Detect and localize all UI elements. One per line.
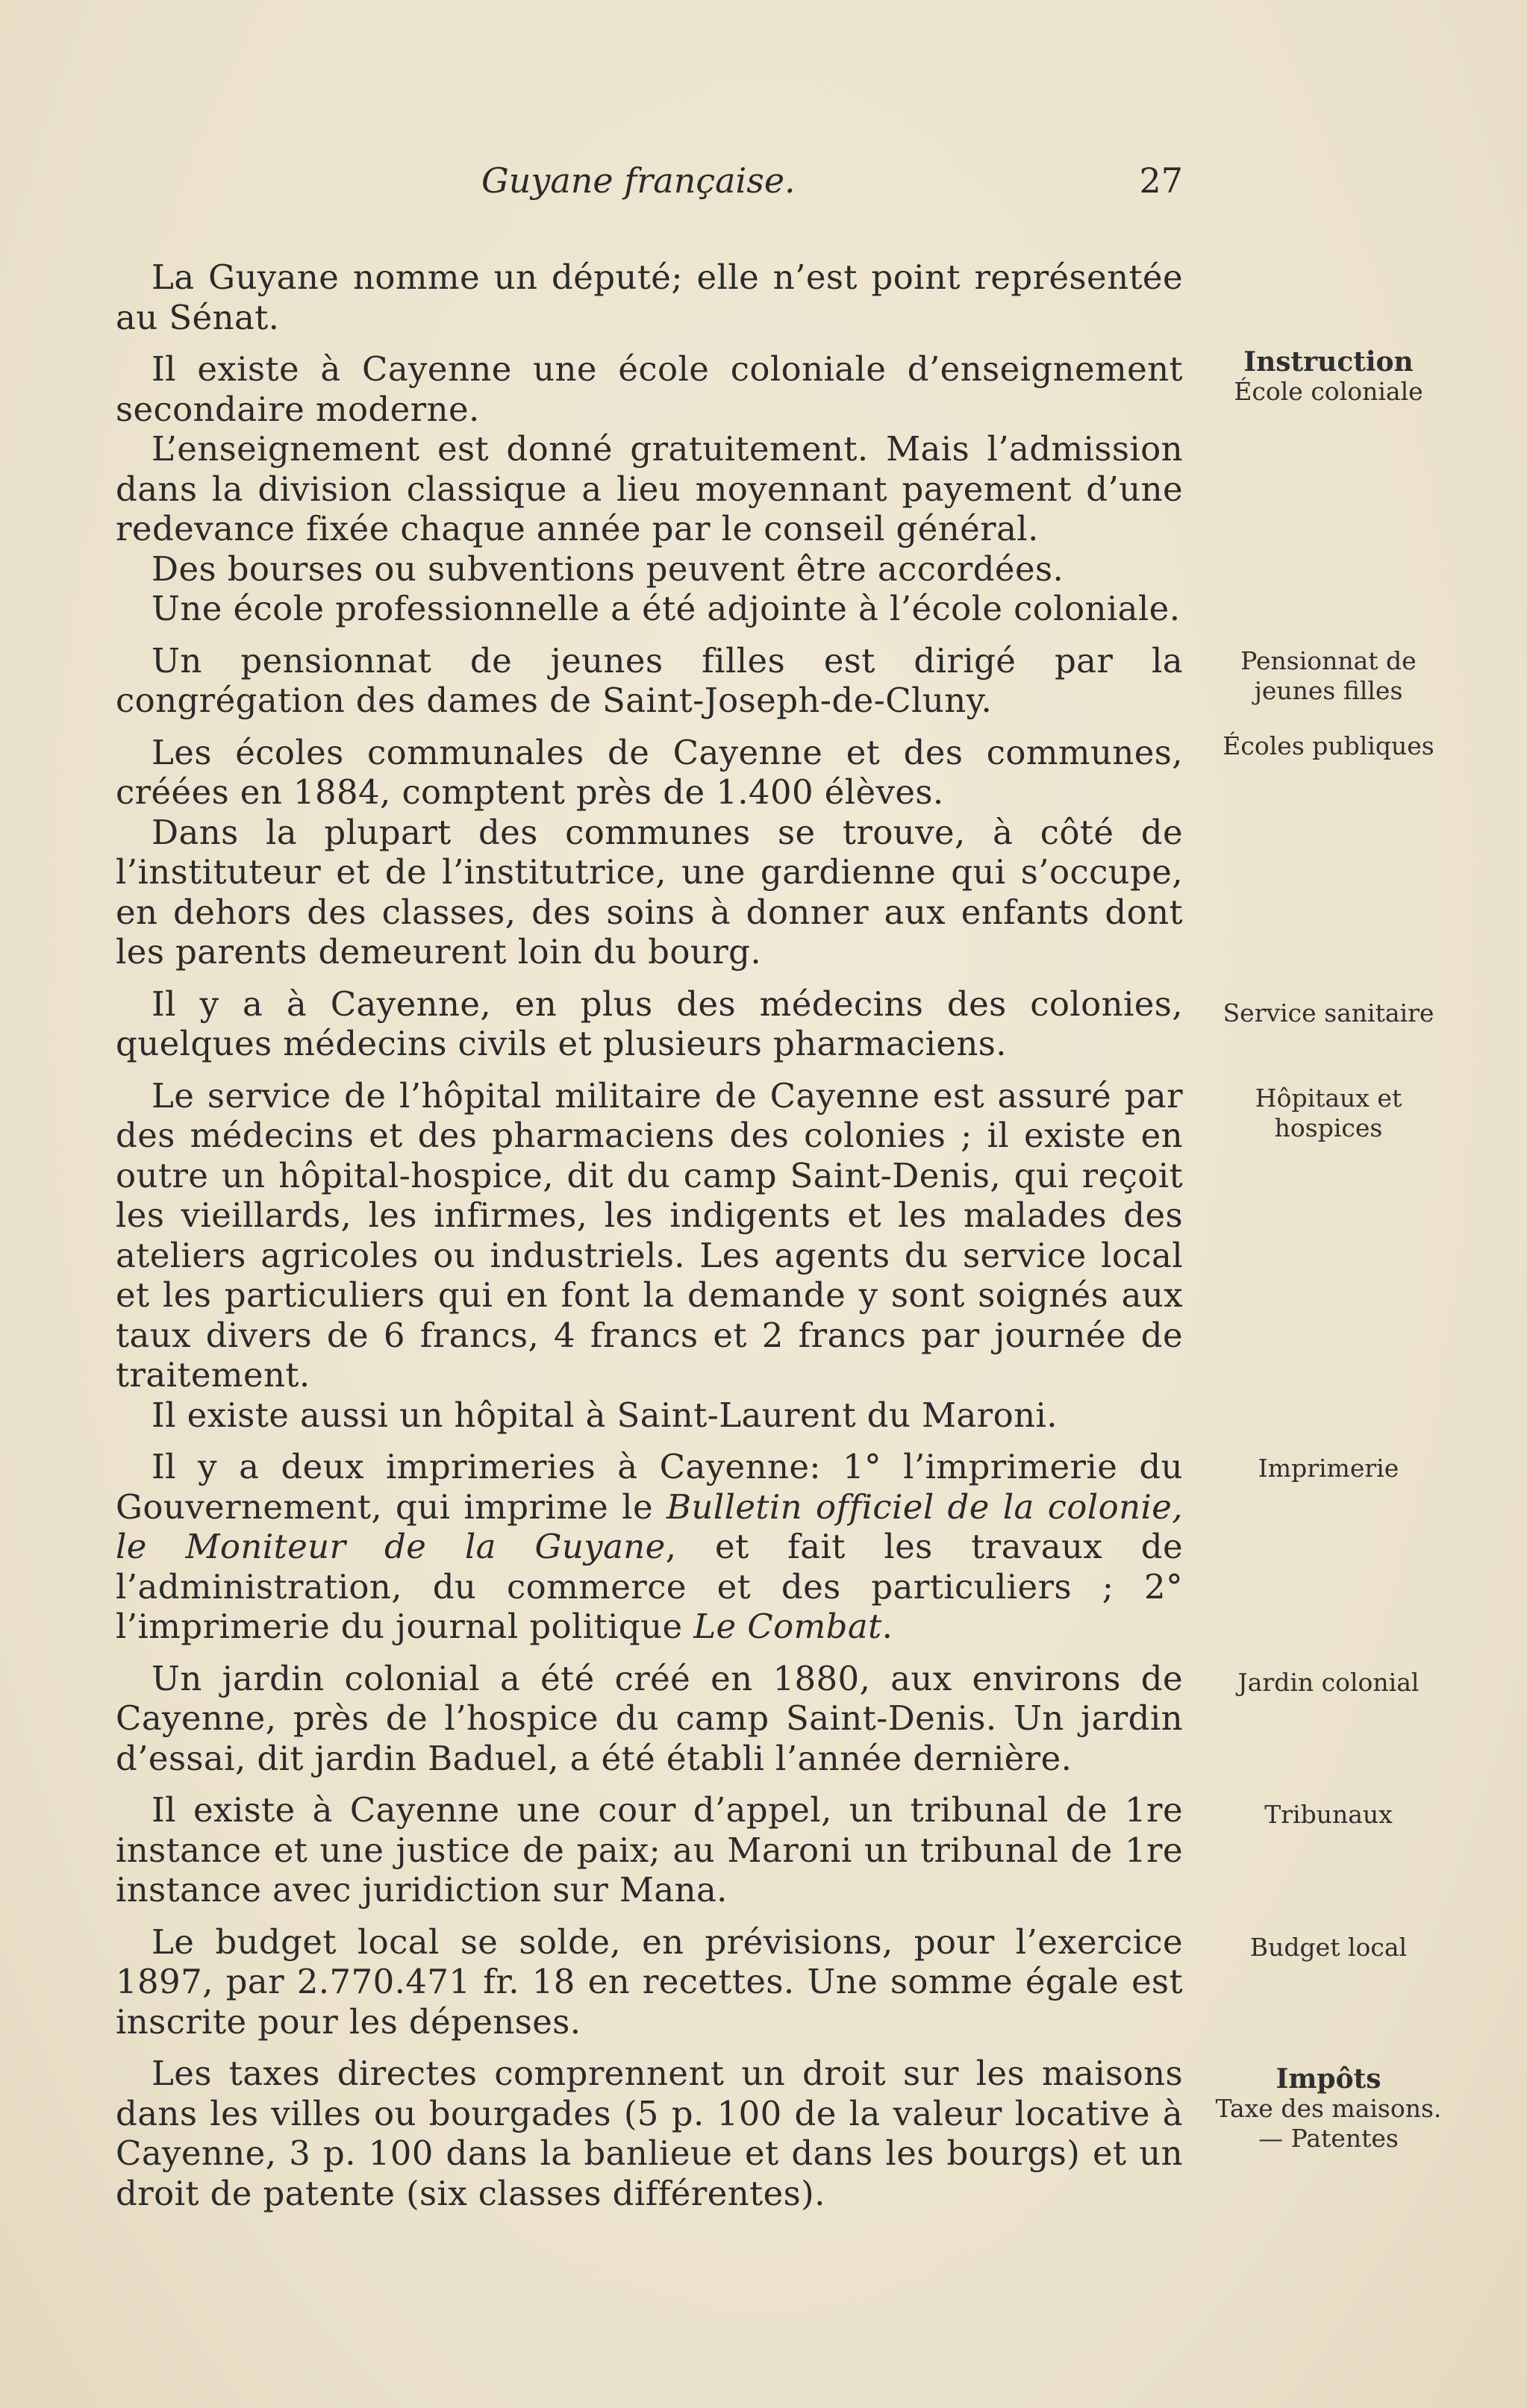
paragraph-bourses: Des bourses ou subventions peuvent être accordées. — [152, 548, 1064, 589]
paragraph-jardin: Un jardin colonial a été créé en 1880, aux environs de Cayenne, près de l’hospice du camp Saint-Denis. Un jardin d’essai, dit jardin Baduel, a été établi l’année dernière. — [116, 1658, 1183, 1778]
paragraph-depute: La Guyane nomme un député; elle n’est point représentée au Sénat. — [116, 257, 1183, 337]
imprimeries-text-3: . — [881, 1607, 893, 1646]
margin-note-budget: Budget local — [1249, 1933, 1408, 1962]
margin-note-instruction-title: Instruction — [1243, 346, 1414, 378]
imprimeries-text-1: Il y a deux imprimeries à Cayenne: 1° l’imprimerie du Gouvernement, qui imprime le — [116, 1447, 1183, 1527]
margin-note-pensionnat: Pensionnat de jeunes filles — [1240, 646, 1417, 705]
margin-note-imprimerie: Imprimerie — [1258, 1454, 1399, 1483]
margin-note-impots — [1209, 2064, 1448, 2154]
imprimeries-journal: Le Combat — [693, 1607, 882, 1646]
running-title: Guyane française. — [481, 160, 796, 201]
margin-note-jardin: Jardin colonial — [1237, 1668, 1420, 1697]
paragraph-impots: Les taxes directes comprennent un droit sur les maisons dans les villes ou bourgades (5 p. 100 de la valeur locative à Cayenne, 3 p. 100 dans la banlieue et dans les bourgs) et un droit de patente (six classes différentes). — [116, 2054, 1183, 2213]
margin-note-service-sanitaire: Service sanitaire — [1222, 998, 1434, 1028]
imprimeries-publications: Bulletin officiel de la colonie, le Moniteur de la Guyane — [116, 1486, 1183, 1566]
paragraph-pensionnat: Un pensionnat de jeunes filles est dirigé par la congrégation des dames de Saint-Joseph-de-Cluny. — [116, 640, 1183, 720]
paragraph-ecole-coloniale: Il existe à Cayenne une école coloniale d’enseignement secondaire moderne. — [116, 349, 1183, 429]
paragraph-imprimeries — [116, 1447, 1183, 1647]
margin-note-impots-title: Impôts — [1275, 2063, 1381, 2095]
paragraph-hopital-maroni: Il existe aussi un hôpital à Saint-Laurent du Maroni. — [152, 1395, 1058, 1435]
paragraph-tribunaux: Il existe à Cayenne une cour d’appel, un tribunal de 1re instance et une justice de paix; au Maroni un tribunal de 1re instance avec juridiction sur Mana. — [116, 1790, 1183, 1910]
margin-note-ecole-coloniale: École coloniale — [1234, 377, 1423, 406]
margin-note-taxe: Taxe des maisons.— Patentes — [1215, 2094, 1442, 2153]
main-text — [116, 257, 1183, 2213]
margin-note-ecoles-publiques: Écoles publiques — [1222, 731, 1434, 760]
paragraph-gardienne: Dans la plupart des communes se trouve, à côté de l’instituteur et de l’institutrice, une gardienne qui s’occupe, en dehors des classes, des soins à donner aux enfants dont les parents demeurent loin du bourg. — [116, 812, 1183, 972]
paragraph-ecoles-communales: Les écoles communales de Cayenne et des communes, créées en 1884, comptent près de 1.400 élèves. — [116, 732, 1183, 812]
paragraph-medecins: Il y a à Cayenne, en plus des médecins des colonies, quelques médecins civils et plusieurs pharmaciens. — [116, 983, 1183, 1063]
margin-note-tribunaux: Tribunaux — [1264, 1800, 1393, 1829]
page-number: 27 — [1139, 160, 1183, 201]
margin-note-hopitaux: Hôpitaux et hospices — [1255, 1083, 1402, 1142]
paragraph-enseignement: L’enseignement est donné gratuitement. Mais l’admission dans la division classique a lieu moyennant payement d’une redevance fixée chaque année par le conseil général. — [116, 429, 1183, 548]
margin-note-instruction — [1209, 347, 1448, 407]
page-header — [116, 160, 1183, 213]
paragraph-ecole-professionnelle: Une école professionnelle a été adjointe à l’école coloniale. — [152, 589, 1181, 628]
paragraph-hopital: Le service de l’hôpital militaire de Cayenne est assuré par des médecins et des pharmaciens des colonies ; il existe en outre un hôpital-hospice, dit du camp Saint-Denis, qui reçoit les vieillards, les infirmes, les indigents et les malades des ateliers agricoles ou industriels. Les agents du service local et les particuliers qui en font la demande y sont soignés aux taux divers de 6 francs, 4 francs et 2 francs par journée de traitement. — [116, 1075, 1183, 1395]
imprimeries-text-2: , et fait les travaux de l’administration, du commerce et des particuliers ; 2° l’imprimerie du journal politique — [116, 1527, 1183, 1646]
paragraph-budget: Le budget local se solde, en prévisions, pour l’exercice 1897, par 2.770.471 fr. 18 en recettes. Une somme égale est inscrite pour les dépenses. — [116, 1921, 1183, 2042]
